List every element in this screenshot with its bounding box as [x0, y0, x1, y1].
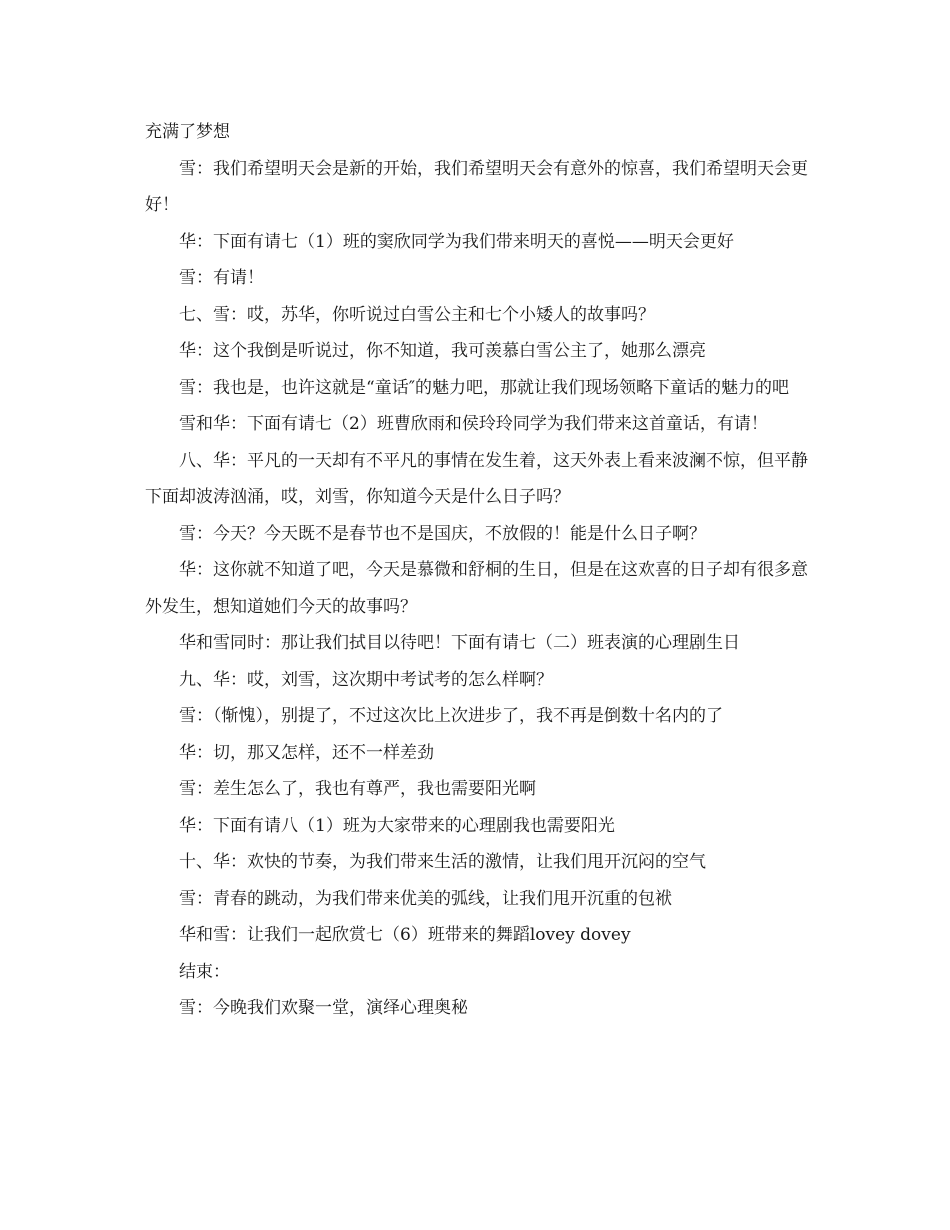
paragraph: 十、华：欢快的节奏，为我们带来生活的激情，让我们甩开沉闷的空气	[179, 852, 706, 872]
paragraph: 雪：（惭愧），别提了，不过这次比上次进步了，我不再是倒数十名内的了	[179, 706, 723, 726]
paragraph: 充满了梦想	[145, 122, 230, 142]
paragraph: 七、雪：哎，苏华，你听说过白雪公主和七个小矮人的故事吗？	[179, 304, 655, 325]
paragraph: 雪：今天？今天既不是春节也不是国庆，不放假的！能是什么日子啊？	[179, 523, 706, 544]
paragraph: 华：下面有请七（1）班的窦欣同学为我们带来明天的喜悦——明天会更好	[179, 231, 734, 252]
paragraph: 华和雪：让我们一起欣赏七（6）班带来的舞蹈lovey dovey	[179, 925, 631, 945]
paragraph: 华：这你就不知道了吧，今天是慕微和舒桐的生日，但是在这欢喜的日子却有很多意外发生，想知道她们今天的故事吗？	[145, 560, 808, 617]
document-body	[145, 114, 810, 1027]
paragraph: 结束：	[179, 961, 230, 982]
paragraph: 雪：我也是，也许这就是“童话″的魅力吧，那就让我们现场领略下童话的魅力的吧	[179, 377, 790, 398]
paragraph: 九、华：哎，刘雪，这次期中考试考的怎么样啊？	[179, 669, 553, 690]
paragraph: 华：这个我倒是听说过，你不知道，我可羡慕白雪公主了，她那么漂亮	[179, 341, 706, 361]
paragraph: 雪：差生怎么了，我也有尊严，我也需要阳光啊	[179, 779, 536, 799]
paragraph: 雪：今晚我们欢聚一堂，演绎心理奥秘	[179, 998, 468, 1018]
paragraph: 八、华：平凡的一天却有不平凡的事情在发生着，这天外表上看来波澜不惊，但平静下面却波涛汹涌，哎，刘雪，你知道今天是什么日子吗？	[145, 450, 808, 507]
paragraph: 华：切，那又怎样，还不一样差劲	[179, 742, 434, 763]
paragraph: 雪：有请！	[179, 268, 264, 288]
paragraph: 雪和华：下面有请七（2）班曹欣雨和侯玲玲同学为我们带来这首童话，有请！	[179, 414, 768, 434]
paragraph: 华和雪同时：那让我们拭目以待吧！下面有请七（二）班表演的心理剧生日	[179, 633, 740, 653]
paragraph: 雪：我们希望明天会是新的开始，我们希望明天会有意外的惊喜，我们希望明天会更好！	[145, 158, 808, 215]
paragraph: 雪：青春的跳动，为我们带来优美的弧线，让我们甩开沉重的包袱	[179, 888, 672, 909]
paragraph: 华：下面有请八（1）班为大家带来的心理剧我也需要阳光	[179, 815, 615, 836]
